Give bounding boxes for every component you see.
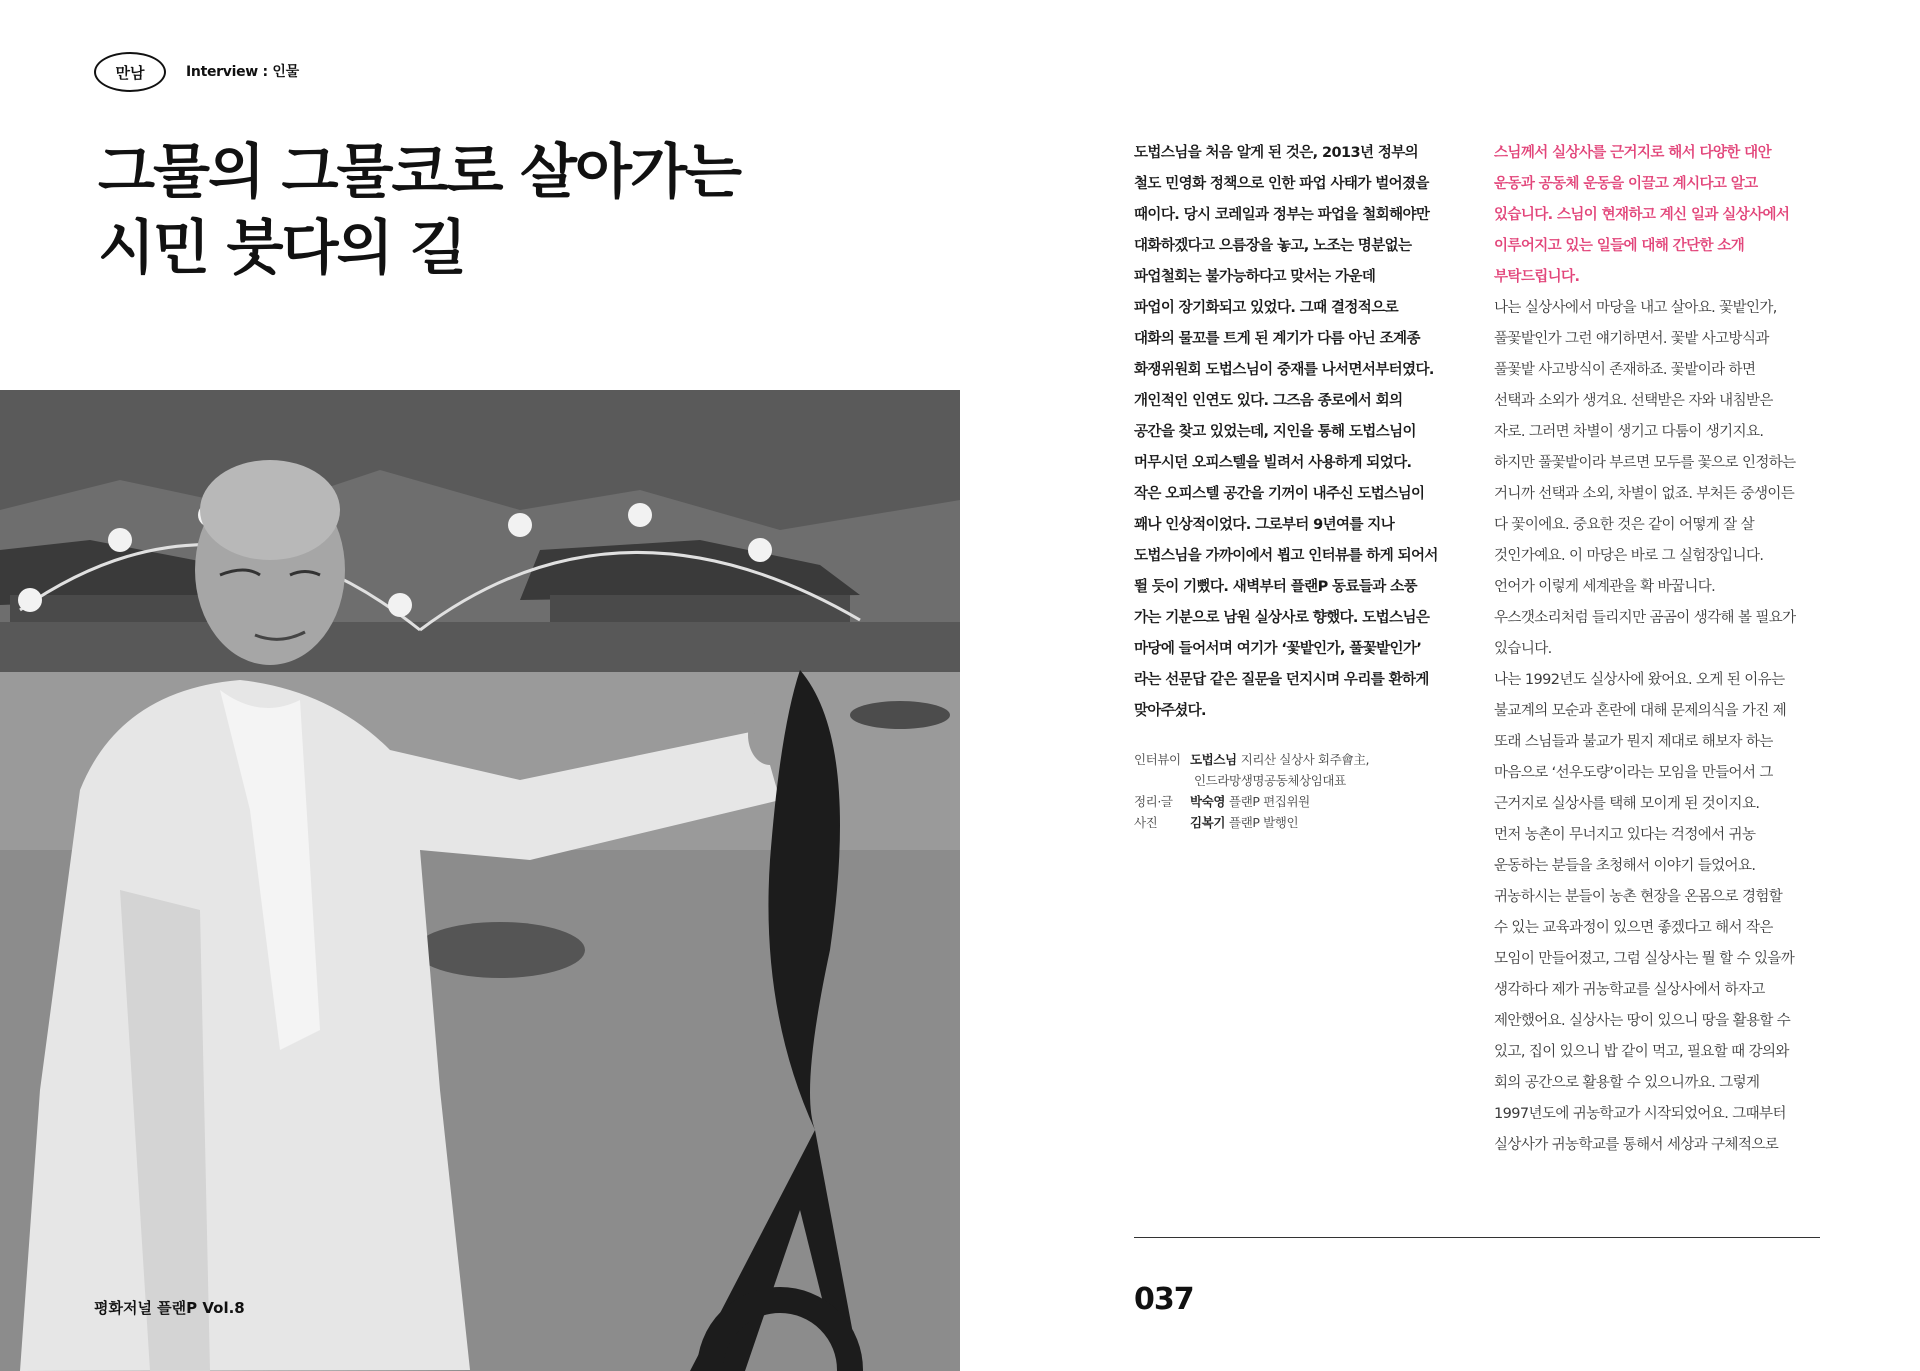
intro-line: 개인적인 인연도 있다. 그즈음 종로에서 회의 [1134, 393, 1403, 409]
intro-line: 작은 오피스텔 공간을 기꺼이 내주신 도법스님이 [1134, 486, 1425, 502]
title-line: 그물의 그물코로 살아가는 [98, 137, 741, 206]
question-line: 부탁드립니다. [1494, 269, 1580, 285]
answer-line: 풀꽃밭인가 그런 얘기하면서. 꽃밭 사고방식과 [1494, 331, 1769, 347]
intro-line: 머무시던 오피스텔을 빌려서 사용하게 되었다. [1134, 455, 1412, 471]
answer-line: 있습니다. [1494, 641, 1552, 657]
section-label: Interview : 인물 [186, 64, 299, 80]
answer-line: 있고, 집이 있으니 밥 같이 먹고, 필요할 때 강의와 [1494, 1044, 1789, 1060]
credit-detail: 지리산 실상사 회주會主, [1240, 752, 1370, 767]
intro-line: 라는 선문답 같은 질문을 던지시며 우리를 환하게 [1134, 672, 1429, 688]
answer-line: 근거지로 실상사를 택해 모이게 된 것이지요. [1494, 796, 1760, 812]
answer-line: 1997년도에 귀농학교가 시작되었어요. 그때부터 [1494, 1106, 1786, 1122]
credit-row [1134, 770, 1464, 791]
intro-line: 파업철회는 불가능하다고 맞서는 가운데 [1134, 269, 1376, 285]
publication-footer: 평화저널 플랜P Vol.8 [94, 1299, 245, 1317]
answer-line: 나는 실상사에서 마당을 내고 살아요. 꽃밭인가, [1494, 300, 1777, 316]
intro-line: 때이다. 당시 코레일과 정부는 파업을 철회해야만 [1134, 207, 1430, 223]
answer-line: 마음으로 ‘선우도량’이라는 모임을 만들어서 그 [1494, 765, 1773, 781]
monk-with-sculpture-photo [0, 390, 960, 1371]
answer-line: 선택과 소외가 생겨요. 선택받은 자와 내침받은 [1494, 393, 1773, 409]
intro-line: 가는 기분으로 남원 실상사로 향했다. 도법스님은 [1134, 610, 1430, 626]
intro-line: 공간을 찾고 있었는데, 지인을 통해 도법스님이 [1134, 424, 1416, 440]
credit-row [1134, 791, 1464, 812]
credit-name: 도법스님 [1190, 752, 1237, 767]
answer-line: 또래 스님들과 불교가 뭔지 제대로 해보자 하는 [1494, 734, 1773, 750]
interview-column [1494, 138, 1824, 1161]
answer-line: 언어가 이렇게 세계관을 확 바꿉니다. [1494, 579, 1716, 595]
credit-role: 인터뷰이 [1134, 752, 1181, 767]
answer-line: 귀농하시는 분들이 농촌 현장을 온몸으로 경험할 [1494, 889, 1783, 905]
intro-line: 대화의 물꼬를 트게 된 계기가 다름 아닌 조계종 [1134, 331, 1420, 347]
credit-row [1134, 812, 1464, 833]
intro-line: 도법스님을 처음 알게 된 것은, 2013년 정부의 [1134, 145, 1419, 161]
intro-line: 파업이 장기화되고 있었다. 그때 결정적으로 [1134, 300, 1399, 316]
answer-line: 불교계의 모순과 혼란에 대해 문제의식을 가진 제 [1494, 703, 1787, 719]
credit-role: 정리·글 [1134, 794, 1173, 809]
intro-column [1134, 138, 1464, 727]
intro-line: 마당에 들어서며 여기가 ‘꽃밭인가, 풀꽃밭인가’ [1134, 641, 1422, 657]
answer-line: 자로. 그러면 차별이 생기고 다툼이 생기지요. [1494, 424, 1764, 440]
answer-line: 풀꽃밭 사고방식이 존재하죠. 꽃밭이라 하면 [1494, 362, 1756, 378]
answer-line: 하지만 풀꽃밭이라 부르면 모두를 꽃으로 인정하는 [1494, 455, 1796, 471]
credit-row [1134, 749, 1464, 770]
credits-block [1134, 749, 1464, 833]
page-number: 037 [1134, 1282, 1194, 1317]
credit-detail: 플랜P 발행인 [1229, 815, 1299, 830]
intro-line: 대화하겠다고 으름장을 놓고, 노조는 명분없는 [1134, 238, 1412, 254]
intro-line: 화쟁위원회 도법스님이 중재를 나서면서부터였다. [1134, 362, 1434, 378]
credit-name: 김복기 [1190, 815, 1226, 830]
answer-line: 모임이 만들어졌고, 그럼 실상사는 뭘 할 수 있을까 [1494, 951, 1795, 967]
question-line: 스님께서 실상사를 근거지로 해서 다양한 대안 [1494, 145, 1771, 161]
answer-line: 제안했어요. 실상사는 땅이 있으니 땅을 활용할 수 [1494, 1013, 1791, 1029]
intro-line: 도법스님을 가까이에서 뵙고 인터뷰를 하게 되어서 [1134, 548, 1438, 564]
intro-line: 뛸 듯이 기뻤다. 새벽부터 플랜P 동료들과 소풍 [1134, 579, 1417, 595]
article-title [98, 134, 858, 286]
question-line: 있습니다. 스님이 현재하고 계신 일과 실상사에서 [1494, 207, 1790, 223]
credit-name: 박숙영 [1190, 794, 1226, 809]
interview-question [1494, 138, 1824, 293]
intro-line: 꽤나 인상적이었다. 그로부터 9년여를 지나 [1134, 517, 1395, 533]
question-line: 운동과 공동체 운동을 이끌고 계시다고 알고 [1494, 176, 1758, 192]
credit-detail: 플랜P 편집위원 [1229, 794, 1310, 809]
footer-divider [1134, 1237, 1820, 1238]
answer-line: 먼저 농촌이 무너지고 있다는 걱정에서 귀농 [1494, 827, 1756, 843]
interview-photo [0, 390, 960, 1371]
intro-line: 맞아주셨다. [1134, 703, 1206, 719]
answer-line: 생각하다 제가 귀농학교를 실상사에서 하자고 [1494, 982, 1765, 998]
credit-role [1134, 770, 1190, 791]
question-line: 이루어지고 있는 일들에 대해 간단한 소개 [1494, 238, 1745, 254]
credit-role: 사진 [1134, 815, 1158, 830]
interview-answer [1494, 293, 1824, 1161]
answer-line: 나는 1992년도 실상사에 왔어요. 오게 된 이유는 [1494, 672, 1785, 688]
credit-detail: 인드라망생명공동체상임대표 [1194, 773, 1346, 788]
answer-line: 것인가예요. 이 마당은 바로 그 실험장입니다. [1494, 548, 1764, 564]
answer-line: 거니까 선택과 소외, 차별이 없죠. 부처든 중생이든 [1494, 486, 1795, 502]
answer-line: 우스갯소리처럼 들리지만 곰곰이 생각해 볼 필요가 [1494, 610, 1796, 626]
intro-line: 철도 민영화 정책으로 인한 파업 사태가 벌어졌을 [1134, 176, 1429, 192]
title-line: 시민 붓다의 길 [98, 213, 466, 282]
answer-line: 회의 공간으로 활용할 수 있으니까요. 그렇게 [1494, 1075, 1760, 1091]
answer-line: 수 있는 교육과정이 있으면 좋겠다고 해서 작은 [1494, 920, 1773, 936]
answer-line: 운동하는 분들을 초청해서 이야기 들었어요. [1494, 858, 1756, 874]
answer-line: 실상사가 귀농학교를 통해서 세상과 구체적으로 [1494, 1137, 1779, 1153]
section-badge: 만남 [94, 52, 166, 92]
answer-line: 다 꽃이에요. 중요한 것은 같이 어떻게 잘 살 [1494, 517, 1754, 533]
